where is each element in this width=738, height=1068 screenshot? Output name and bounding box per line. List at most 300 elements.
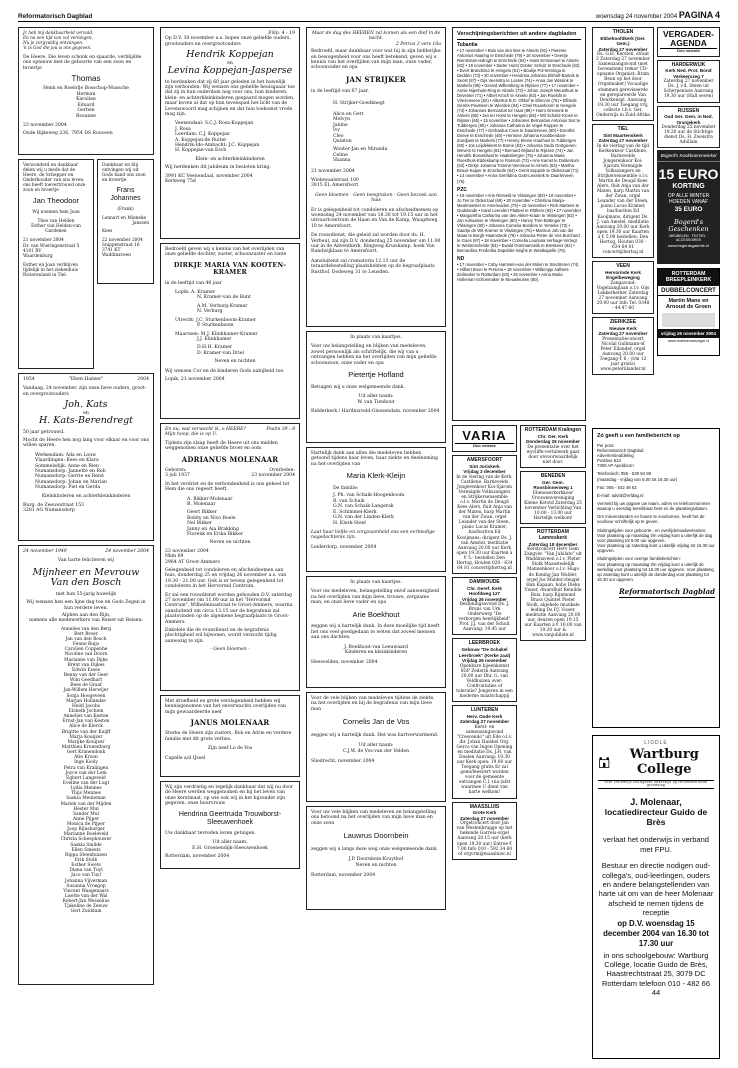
member-name: Brent van Dijkes <box>67 662 105 668</box>
event-place: ROTTERDAM Lamreskerk <box>537 529 569 541</box>
body: te herdenken dat zij 60 jaar geleden in het huwelijk zijn verbonden. Wij wensen ons geliefde heuisgaaar toe dat zij in hun ouderdom nog voor ons, hun kinderen, klein- en achterkleinkinderen gespaard mogen worden, maar boven al dat op hun levenspad het licht van de Levenswoord mag schijnen en dat hun toekomst vrede mag zijn. <box>165 79 295 117</box>
event-date: Vrijdag 3 december <box>463 469 506 475</box>
note: Enkelele die de rouwdienst en de begrafenis plechtigheid wil bijwonen, wordt verzocht tijdig aanwezig te zijn. <box>165 628 277 644</box>
ad-photo <box>662 313 715 327</box>
event-date: Zaterdag 27 november <box>598 46 648 52</box>
anniversary-kats: 1954 "Eben-Haëzer" 2004 Vandaag, 24 november, zijn onze lieve ouders, groot- en overgrootouders Joh. Kats en H. Kats-Berendregt 50 jaar getrouwd. Mocht de Heere hen nog lang voor elkaar en voor ons willen sparen. Werkendam: Ada en Louw Vlaardingen: Kees en Klara Sommelsdijk: Anne en Rien Numansdorp: Jannette en Rob Numansdorp: Gerrie en René Numansdorp: Johan en Marian Numansdorp: Piet en Gerda Kleinkinderen en achterkleinkinderen Burg. de Zeeuwstraat 153 3281 AG Numansdorp <box>18 373 154 541</box>
event-date: Zaterdag 18 december <box>528 541 578 547</box>
how-to-place-announcement <box>592 428 720 728</box>
member-name: Rees de Graaf <box>70 683 102 689</box>
column-5 <box>592 27 654 378</box>
event-venue: Kerk Ned. Prot. Bond Verkeerszeg 7 <box>665 68 712 79</box>
info-lines <box>597 443 715 583</box>
section-title: Verschijningsberichten uit andere dagbladen <box>457 31 581 40</box>
info-line: Postbus 613 <box>597 458 621 464</box>
thanks-boekhout <box>306 576 446 688</box>
event-place: THOLEN <box>612 29 634 35</box>
event-place: ROTTERDAM Kralingen <box>524 427 582 433</box>
intro: Tijdens zijn slaap heeft de Heere uit ons midden weggenomen onze geliefde broer en oom <box>165 440 278 452</box>
body: In het verdriet en de verbondenheid is ons geheel tot Hem die ons regeert heeft. <box>165 481 290 493</box>
name-2: Levina Koppejan-Jasperse <box>167 65 293 77</box>
baby-name: Thomas <box>71 74 101 84</box>
info-line: Sluitingstijden voor overige familieberichten: <box>597 556 681 562</box>
event-venue: Sint Joriskerk <box>469 463 500 469</box>
event-venue: Hervormde Kerk Engelbeweging <box>605 269 641 281</box>
family-list: Werkendam: Ada en Louw Vlaardingen: Kees en Klara Sommelsdijk: Anne en Rien Numansdorp: Jannette en Rob Numansdorp: Gerrie en René Numansdorp: Johan en Marian Numansdorp: Piet en Gerda <box>35 452 107 491</box>
member-name: Annelies van den Berg <box>60 626 112 632</box>
member-name: Heidi Jacobs <box>72 703 100 709</box>
member-name: Ernst-Jan van Kesten <box>62 719 110 725</box>
event-venue: Gebouw "De Schakel Leerbroek" (Kerke zaal) <box>458 647 511 658</box>
member-name: Carolien Coppenhe <box>64 647 108 653</box>
info-line: 7300 AP Apeldoorn <box>597 463 634 469</box>
church-event <box>657 60 720 103</box>
member-name: Petra van Kralingen <box>63 765 109 771</box>
thanks-trouwborst <box>160 781 300 869</box>
intro: Van harte feliciteren wij <box>57 558 115 564</box>
column-2 <box>160 27 300 873</box>
date: 21 november 2004 <box>311 168 355 174</box>
event-body: In de viering van de Kerk, Castilene, Barnevelds Jongerenkoor Koi-Sjarom Verenigde Volkszangers en Strijkersensemble o.l.v. Martin de Deugd Kees Alers, fluit Anja van der Maten, harp Martin van der Zwan, orgel Leander van der Steen, piano Lucas Kramer, bas/bariton Ed Kooijmans; dirigent Ds. J. van Amstel, meditatie Aanvang 20.00 uur Kerk open 19.30 uur Kaarten à € 5.- bestellen Den Hertog, Houten 020 - 634 64 81 concert@hertog.nl <box>456 474 513 571</box>
paragraph-1: verlaat het onderwijs in verband met FPU. <box>603 835 709 854</box>
church-event <box>452 638 517 702</box>
event-place: BENEDEN <box>540 472 566 479</box>
body: Voor de vele blijken van medeleven tijdens de ziekte, na het overlijden en bij de begrafenis van mijn lieve man <box>311 696 435 712</box>
from: Uit aller naam: E.H. Groenendijk-Sleeuwenhoek <box>192 840 268 851</box>
church-event <box>592 261 654 314</box>
body: Voor uw medeleven, belangstelling en/of aanwezigheid na het overlijden van mijn lieve, trouwe, zorgzame man, en onze lieve vader en opa <box>311 589 440 606</box>
member-name: Benny van der Geer <box>63 672 109 678</box>
note: Esther en Joan verblijven tijdelijk in het ziekenhuis Rivierenland in Tiel. <box>23 262 79 278</box>
member-name: Alice de Klerck <box>69 724 103 730</box>
person-title: locatiedirecteur Guido de Brès <box>604 806 708 827</box>
condolence-janus <box>160 695 300 777</box>
column-4 <box>452 27 586 863</box>
church-event <box>592 27 654 121</box>
spouse: H. Strijker-Goedknegt <box>333 100 385 106</box>
event-venue: Oud Ger. Gem. in Ned. Oranjekerk <box>664 114 713 125</box>
info-line: (maandag - vrijdag van 8.00 tot 16.30 uur) <box>597 476 678 482</box>
address: Snippenstraat 16 3741 KT Waddinxveen <box>102 242 140 259</box>
member-name: Esther Swets <box>71 863 101 869</box>
event-date: Donderdag 25 november <box>526 439 580 445</box>
event-venue: Sint Maartenskerk <box>603 132 643 138</box>
member-name: Marijke Kouijzer <box>67 739 105 745</box>
member-name: Sonja Hoogeveen <box>66 693 106 699</box>
event-body: Bezinningsavond Ds. J. Bruns van Urk Onderwerp "De verborgen heerlijkheid" Prof. J.J. van der Schuit Aanvang: 19.45 uur <box>458 602 511 633</box>
thanks: zeggen wij u langs deze weg onze welgemeende dank. <box>311 847 438 853</box>
event-body: Ds. G.H. Kersten, straat 2 Zaterdag 27 november Samenzangavond (met bovenstem) trekor CD-opname Organist: Bram Beun op het door Orgelmaker) Vocaalige stemmen gereviseerde en gerepareerde Van Deurkenspl. Aanvang 19.30 uur Toegang vrij, collecte t.b.v. Ger. Onderwijs in Zuid-Afrika <box>596 52 650 118</box>
anniversary-van-den-bosch <box>18 545 154 985</box>
info-line: Vermeld bij uw opgave uw naam, adres en telefoonnummer waarop u overdag bereikbaar bent en de plaatsingsdatum. <box>597 501 711 512</box>
signoff: Uw dankbaar tevreden leven getuigen. <box>165 830 256 836</box>
event-place: HARDERWIJK <box>671 61 706 68</box>
info-line: Telefonisch: 055 - 539 94 99 <box>597 471 651 477</box>
subtitle-pzc: PZC <box>457 186 467 193</box>
member-name: Sander Mul <box>72 811 100 817</box>
varia-header <box>452 425 517 452</box>
paragraph-4: in ons schoolgebouw: Wartburg College, locatie Guido de Brès, Haastrechtstraat 25, 3079 DC Rotterdam telefoon 010 - 482 66 44 <box>602 950 710 998</box>
event-body: Orgelconcert door Jan van Westenbrugge op het bekende Garrels-orgel Aanvang 20.15 uur (kerk open 19.30 uur) Entree € 7,00 Info 010 - 592 34 60 of orgvrm@maasluisc.nl <box>456 821 513 857</box>
info-line: Reformatorisch Dagblad <box>597 447 644 453</box>
address: Oude Rijksweg 236, 7954 DS Rouveen <box>23 131 113 137</box>
address: 3991 KC Veenendaal, november 2004 Kerkweg 75d <box>165 173 253 184</box>
signoff: Zijn neef Lo de Vos <box>207 746 253 752</box>
header-row: 24 november 1949 24 november 2004 <box>23 549 149 554</box>
intro: Bedroefd geven wij u kennis van het overlijden van onze geliefde dochter, zuster, schoonzuster en tante <box>165 247 287 258</box>
event-place: DAMWOUDE <box>469 578 500 585</box>
member-name: Christa Scheephouwer <box>60 837 112 843</box>
church-list-col5 <box>592 27 654 375</box>
event-body: Presentatieconcert Nicolaï Gullmann-of Peter Eilander, orgel Aanvang 20.00 uur Toegang € 6,- (t/m 12 jaar gratis) www.peteriilander.nl <box>599 336 647 373</box>
baby-name: Jan Theodoor <box>32 196 80 206</box>
newspaper-title: Reformatorisch Dagblad <box>18 13 93 21</box>
date-text: woensdag 24 november 2004 <box>595 13 678 21</box>
grandchildren: Klein- en achterkleinkinderen <box>195 156 265 162</box>
vergader-list <box>657 60 720 149</box>
age: in de leeftijd van 46 jaar <box>165 280 222 286</box>
event-date: Zaterdag 27 november <box>459 719 510 725</box>
death-notices-other-papers <box>452 27 586 421</box>
event-date: Zaterdag 27 november <box>598 138 648 144</box>
family-list: Henk en Roelofje Bosschop-Mussche Herman Karolien Eduard Gerben Rosanne <box>43 86 129 119</box>
member-name: Diana van Tuyl <box>69 868 103 874</box>
member-name: Rippa Steenhuizen <box>65 852 107 858</box>
event-place: LEERBROEK <box>468 640 501 647</box>
reception: Wij herdenken dit jubileum in besloten kring. <box>165 165 271 171</box>
place: Ridderkerk / Hardinxveld-Giessendam, november 2004 <box>311 409 440 415</box>
deceased-name: DIRKJE MARIA VAN KOOTEN-KRAMER <box>173 261 287 277</box>
event-place: LUNTEREN <box>470 706 499 713</box>
body: Voor uw belangstelling en blijken van medeleven, zowel persoonlijk als schriftelijk, die wij van u ontvangen hebben na het overlijden van mijn geliefde schoonzoon, onze vader en opa <box>311 344 437 366</box>
ad-bogerds[interactable]: Bogerd's Kookboerenwinkel 15 EURO KORTING OP ALLE WINTER HOEDEN VANAF 35 EURO Bogerd's Geschenken MEUBELEN · TEXTIEL · ACCESSOIRES www.bogerdsgaleriie.nl <box>657 150 720 264</box>
member-name: Egbert Langeveld <box>66 775 106 781</box>
church-event <box>452 802 517 860</box>
vergader-title: VERGADER-AGENDA <box>662 29 714 48</box>
event-date: Zaterdag 27 november <box>459 815 510 821</box>
member-name: Lydia Mennes <box>70 786 102 792</box>
ad-city: ROTTERDAM BREEPLEINKERK <box>658 269 719 286</box>
member-name: Robert-Jan Wesselius <box>62 899 110 905</box>
member-name: Edwin Esses <box>72 667 100 673</box>
member-name: Marianne van Dijke <box>64 657 108 663</box>
place: Rotterdam, november 2004 <box>311 873 376 879</box>
member-name: Jaco van Tuyl <box>71 873 101 879</box>
address: Burg. de Zeeuwstraat 153 3281 AG Numansdorp <box>23 502 84 514</box>
date: 23 november 2004 <box>23 122 67 128</box>
event-place: AMERSFOORT <box>466 457 503 464</box>
age: in de leeftijd van 67 jaar. <box>311 89 369 95</box>
intro-text: Verwonderd en dankbaar delen wij u mede dat de Heere, de Schepper en Onderhouder van ons leven, ons heeft toevertrouwd onze zoon en broertje <box>23 163 86 194</box>
thanks: Betuigen wij u onze welgemeende dank. <box>311 384 406 390</box>
address: Wielewaalstraat 100 3815 EL Amersfoort <box>311 177 359 189</box>
place: Rotterdam, november 2004 <box>165 853 230 859</box>
intro: Wij zijn verdrietig en tegelijk dankbaar dat wij nu door de Heere werden weggenomen en bij het leven van onze kerstmaat, op wie ook wij in het bijzonder zijn gegeven, onze buurvrouw <box>165 785 294 807</box>
event-body: Donderdag 25 november 19.30 uur de Stichtige dienst Ds. H. Zweistra Adullam <box>661 125 716 146</box>
family: Lennart en Mieneke Janssen Kees <box>102 215 149 234</box>
name: Van den Bosch <box>50 577 122 589</box>
person-name: J. Molenaar, <box>630 797 682 808</box>
thanks-de-vos <box>306 692 446 802</box>
member-name: Elsbeth Jochem <box>68 708 104 714</box>
address: 23 november 2004 Nkm 69 2964 AT Groot-Ammers <box>165 548 220 565</box>
info-line: Per post: <box>597 442 615 448</box>
intro-text: Dankbaar en blij ontvingen wij uit Gods hand ons zoon en broertje <box>102 163 146 184</box>
ad-url[interactable]: www.martinmansorgel.nl <box>667 338 710 343</box>
place: Leiderdorp, november 2004 <box>311 544 377 550</box>
vergader-sub: Deo volente <box>660 48 717 54</box>
info-line: Sluitingstijden voor geboorte-, en overlijdensadvertenties: <box>597 527 707 533</box>
body: Voor uw vele blijken van medeleven en belangstelling ons betoond na het overlijden van mijn lieve man en onze zoon <box>311 810 437 826</box>
wish: Mocht de Heere hen nog lang voor elkaar en voor ons willen sparen. <box>23 437 149 449</box>
name-2: H. Kats-Berendregt <box>38 415 134 427</box>
church-event <box>452 705 517 799</box>
from: J. Boekhout-van Leeuwaard Kinderen en kleinkinderen <box>344 644 408 656</box>
from: Uit aller naam: C.J.W. de Vos-van der Velden <box>342 743 410 754</box>
notices-tubantia: • 17 november • Buis van den Bos te Almelo (91) • Pieterse Antonius Haaring te Enschede (79) • 18 november • Geertje Rientsman-Iedrogh te Enschede (94) • Hans Emmanuel te Almelo (82) • 19 november • Dieter Horst Günter Schulz te Enschede (63) • Evert Brandsma te Hengelo (51) • Boukje Pol-Imminga te Dedden (73) • 20 november • Hendrina Johanna Elsholf-Bartels te Seost (87) • Gijs Veenstra te Losser (74) • Anna Jan Wissink te Markelo (95) • Gerard Willemberg te Rijssen (77) • 17 november • Annie Nijenhuis-Ring te Almelo (73) • Johan Jozeph Weusthuis te Deventer (71) • Albert Kroch te Almelo (83) • Jan Roelofs te Vriezenveen (82) • Albertus B.G. Olthof te Ellecom (75) • Elfriede Gerrits-Pousteen te Wierden (84) • Chiel Rouwhoorn te Hengelo (74) • Johannes Bernardus ter Haar (89) • Harm Greveink te Almelo (80) • Jan ter Horst te Hengelo (65) • Wil Schaltz-Kroes te Rijssen (65) • 15 november • Johannes Bernardus Antonius Sixt te Tubbergen (80) • Johanna Catharina de Vogel-Roppen te Enschede (77) • Gerhardus Coes te Daarlerveen (80) • Dorothé Doeve te Enschede (48) • Hermine Johanna Koobbendam-Zondjans te Markelo (77) • Henny Kleine Haarhuis te Tubbergen (60) • Jos Leijdekkers te Borne (63) • Johanna Oeda Oortgieven-Wevers te Hengelo (81) • Bernard Wijland te Rijssen (74) • Jan Hendrik Bosveldwal te Haaksbergen (75) • Johanna Maria Roesthuis-Eddeskamp te Rossum (72) • Arie Kamst te Doldersum (83) • Dirkje Johanna Tomme-Veenman te Almelo (64) • Martha Braun-Kaiper te Enschede (84) • Gerrit Seppink te Oldenzaal (71) • 14 november • Anna Gerritdina Gast-Leussink te Daarlerveen (75). <box>457 47 581 184</box>
member-name: Ellen Smeets <box>71 847 101 853</box>
event-body: Zaterdag 27 november Ds. J. v.d. Steen uit Scherpenisse Aanvang 19.30 uur (Hall oeven) <box>663 79 714 100</box>
member-name: Thijs Mennes <box>71 791 101 797</box>
intro: Bedroefd, maar dankbaar voor wat hij in zijn liefderijke en bewogenheid voor ons heeft betekend, geven wij u kennis van het overlijden van mijn man, onze vader, schoonvader en opa <box>311 49 441 71</box>
page-label: PAGINA <box>678 10 714 21</box>
member-name: Anne Pijper <box>72 816 100 822</box>
info-line: Voor plaatsing op maandag t/m vrijdag kunt u uiterlijk de dag voor plaatsing tot 9.00 uur opgeven. <box>597 532 713 543</box>
note: Laat haar liefde en zorgzaamheid ons een eerbiedige nagedachtenis zijn. <box>311 529 435 541</box>
event-body: Ebenezerkerkkoor Vrouwenvereniging Kleine Kerstd Zaterdag 25 november Verlichting Van 10.00 - 13.00 uur Hartelijk welkom! <box>524 490 582 521</box>
thanks: zeggen wij u hartelijk dank. In deze moeilijke tijd heeft het ons veel goedgedaan te weten dat zoveel mensen aan ons dachten. <box>311 624 440 641</box>
brand-logo: Reformatorisch Dagblad <box>618 587 715 597</box>
logo-top: LIDDLE <box>644 740 668 746</box>
deceased-name: Lauwrus Doornbein <box>343 831 409 841</box>
varia-left <box>452 425 517 863</box>
member-name: Susanna Vroegop <box>66 883 106 889</box>
condolence-info: Gelegenheid tot condoleren en afscheidnemen aan huis, donderdag 25 en vrijdag 26 november a.s. van 19.30 - 21.00 uur. Ook is er tevens gelegenheid tot condoleren in het Hervormd Centrum. <box>165 567 287 590</box>
obituary-strijker <box>306 27 446 327</box>
member-name: Bert Broer <box>74 631 98 637</box>
member-name: Nicoline van Doorn <box>64 652 108 658</box>
member-name: Tjakeline de Zeeuw <box>64 904 108 910</box>
event-place: VEEN <box>616 263 630 269</box>
members-list <box>23 627 149 915</box>
birth-announcement-frans <box>97 159 154 284</box>
dates: Geboren: 3 juli 1937 Overleden: 23 november 2004 <box>165 467 295 479</box>
verse: Maar de dag des HEEREN zal komen als een dief in de nacht. <box>311 31 441 42</box>
member-name: Marianne Roeleveld <box>63 832 109 838</box>
date: 22 november 2004 <box>102 237 143 243</box>
condolence-info: Er is gelegenheid tot condoleren en afscheidnemen op woensdag 24 november van 18.30 tot 19.15 uur in het uitvaartcentrum de Haan en Van de Kamp, Waagdweg 10 te Amersfoort. <box>311 207 439 229</box>
verse-row: En nu, wat verwacht ik, o HEERE? Mijn hoop, die is op U. Psalm 39 : 8 <box>165 427 295 438</box>
event-venue: Nieuwe Kerk <box>609 325 637 331</box>
wish: Wij wensen hen een lijne dag toe en Gods Zegen in hun verdere leven. <box>26 600 146 611</box>
member-name: Wim Goedhart <box>69 678 103 684</box>
paragraph-2: Bestuur en directie nodigen oud-collega's, oud-leerlingen, ouders en andere belangstellenden van harte uit om van de heer Molenaar afscheid te nemen tijdens de receptie <box>598 861 714 918</box>
member-name: Jan van den Bosch <box>65 637 107 642</box>
member-name: Joyce van der Lem <box>65 770 107 776</box>
event-place: ZIERIKZEE <box>609 319 637 326</box>
name-1: Hendrik Koppejan <box>186 49 274 61</box>
info-line: E-mail: advrd@refdag.nl <box>597 492 644 498</box>
column-1 <box>18 27 154 989</box>
church-event <box>657 106 720 149</box>
member-name: Erik Stolk <box>74 858 98 864</box>
page-number: 4 <box>714 10 720 21</box>
header: In plaats van kaartjes. <box>350 335 402 340</box>
place: Lopik, 21 november 2004 <box>165 376 225 382</box>
family-list: A. Bikker-Molenaar B. Molenaar Geert Bikker Bobby en Nico Boele Nel Bikker Janny en Aia Brakking Florenk en Erika Bikker <box>187 496 244 537</box>
ad-wartburg-college[interactable] <box>592 735 720 1059</box>
subtitle-nd: ND <box>457 255 465 262</box>
family-list: Lopik: A. Kramer N. Kramer-van de Bunt A.M. Verburg-Kramer N. Verburg Utrecht: J.C. Sturkenboom-Kramer P. Sturkenboom Maarssen: M.J. Klinkhamer-Kramer J.J. Klinkhamer D.H.H. Kramer D. Kramer-van Driel Neven en nichten <box>175 290 258 365</box>
member-name: Saskia Meuleman <box>66 796 106 802</box>
ad-top: Bogerd's Kookboerenwinkel <box>657 150 720 162</box>
page-date <box>596 10 720 21</box>
title: Mijnheer en Mevrouw <box>32 566 140 578</box>
ad-date: vrijdag 26 november 2004 <box>658 329 719 338</box>
grandchildren: Kleinkinderen en achterkleinkinderen <box>41 493 131 499</box>
deceased-name: JANUS MOLENAAR <box>190 718 270 728</box>
event-body: Zangavond: Vogelzanglaan o.l.v. Gijs Lekkerkerker Zaterdag 27 november Aanvang 20.00 uur Info Tel. 0348 - 44 47 60 <box>596 280 650 312</box>
event-venue: Chr. Ger. Kerk <box>537 433 569 439</box>
header-row: 1954 "Eben-Haëzer" 2004 <box>23 377 149 382</box>
member-name: Atie Kroon <box>74 755 98 761</box>
birth-announcement-jan-theodoor <box>18 159 94 369</box>
deceased-name: JAN STRIJKER <box>346 74 406 84</box>
member-name: Eveline van der Lugt <box>62 780 110 786</box>
member-name: Marja Kouijzer <box>69 734 103 740</box>
church-event <box>592 317 654 375</box>
anniversary-koppejan: Filip. 4 : 19 Op D.V. 30 november a.s. hopen onze geliefde ouders, grootouders en overgrootouders Hendrik Koppejan en Levina Koppejan-Jasperse te herdenken dat zij 60 jaar geleden in het huwelijk zijn verbonden. Wij wensen ons geliefde heuisgaaar toe dat zij in hun ouderdom nog voor ons, hun kinderen, klein- en achterkleinkinderen gespaard mogen worden, maar boven al dat op hun levenspad het licht van de Levenswoord mag schijnen en dat hun toekomst vrede mag zijn. Veenendaal: S.C.J. Rosa-Koppejan J. Rosa Leerdam: C.J. Koppejan A. Koppejan-de Ruiter Hendrik-Ido-Ambacht: J.C. Koppejan H. Koppejan-van Esch Klein- en achterkleinkinderen Wij herdenken dit jubileum in besloten kring. 3991 KC Veenendaal, november 2004 Kerkweg 75d <box>160 27 300 239</box>
event-venue: Ger. Gem. Roosbinnenweg 1 <box>533 479 573 491</box>
children: Alice en Gert Melvyn Janine Ivy Cleo Quinten Wouter-Jan en Miranda Celine Shanna <box>333 111 388 164</box>
ad-url[interactable]: www.bogerdsgaleriie.nl <box>667 243 710 249</box>
thanks-hofland <box>306 331 446 443</box>
place: Capelle a/d IJssel <box>165 755 206 761</box>
event-body: Openbare bijeenkomst SGP Zederik Aanvang 20.00 uur Dhr. G. van Veldhuizen over: Confrontaties of toleratie? Jongeren in een moderne maatschappij <box>456 663 513 699</box>
member-name: Saskia Smilde <box>70 842 102 848</box>
deceased-name: Arie Boekhout <box>352 609 400 619</box>
member-name: Fenne Buijs <box>72 642 100 648</box>
info-line: Fax: 055 - 542 48 62 <box>597 484 637 490</box>
birth-announcement-thomas <box>18 27 154 155</box>
note: Wij wensen Cor en de kinderen Gods nabijheid toe. <box>165 368 285 374</box>
church-event <box>592 124 654 258</box>
burial-info: Aansluitend zal crematoria 12.15 uur de teraardebestelling plaatshebben op de begraafplaats Rusthof, Dodeweg 31 te Leusden. <box>311 258 435 275</box>
member-name: Hester Mul <box>73 806 99 812</box>
header: In plaats van kaartjes. <box>350 580 402 585</box>
event-body: Kerstconcert Herv Gem Zangver. "Van Jubilate" uit Waddinxveen o.l.v. Pieter Stolk Maasstedelijk Mannenkoor o.l.v. Hugo de Koning Jan Mulder, orgel Jos Mulder,vleugel Han Kapaan, hobo Dieks Visser, dwarsfluit Reinilde Buis, harp Rijnmond Brass Quintet Pieter Stolk, algehele muzikale leiding Ds P.J. Visser, meditatie Aanvang 20.00 uur, deuren open 19.15 uur Kaarten à € 10.00 van 10-20 uur & www.vanjubilate.nl <box>524 547 582 639</box>
from: J.P. Doornbein-Kruythof Neven en nichten <box>348 857 404 868</box>
nickname: (Frank) <box>117 206 134 212</box>
event-place: TIEL <box>617 125 629 132</box>
info-line: Advertentieafdeling <box>597 452 634 458</box>
address: Dr. van Wieringenstraat 5 4101 RV Waardenburg <box>23 243 80 259</box>
no-flowers: Geen bloemen - Geen toespraken - Geen bezoek aan huis <box>315 192 437 204</box>
ad-discount: 15 EURO <box>658 166 719 183</box>
intro-text: De Heere, Die leven schonk en spaarde, verblijdde ons opnieuw met de geboorte van een zoon en broertje <box>23 54 142 71</box>
ad-rotterdam-concert[interactable]: ROTTERDAM BREEPLEINKERK DUBBELCONCERT Martin Mans en Arnoud de Groen vrijdag 26 november 2004 www.martinmansorgel.nl <box>657 268 720 356</box>
deceased-name: Pietertje Hofland <box>348 370 404 380</box>
event-date: Vrijdag 26 november <box>462 596 507 602</box>
member-name: Johanna Vijverman <box>64 878 108 884</box>
event-venue: Herv. Oude Kerk <box>466 713 503 719</box>
from: Uit aller naam: W. van Tienhout <box>357 394 395 405</box>
event-body: De presentatie over het wycliffe-vertalwerk gaat door onvoorwaardelijk niet door. <box>526 444 580 465</box>
church-list-right <box>520 425 586 863</box>
deceased-name: Maria Klerk-Kleijn <box>346 471 406 481</box>
date: 21 november 2004 <box>23 238 64 244</box>
page-header <box>18 8 720 22</box>
member-name: Joop Rijnsburger <box>67 827 105 833</box>
event-venue: Grote Kerk <box>472 810 497 816</box>
verse-ref: 2 Petrus 3 vers 10a <box>395 41 441 47</box>
member-name: Vincent Waagenaars <box>63 888 109 894</box>
subtitle-tubantia: Tubantia <box>457 41 478 48</box>
deceased-name: Hendrina Geertruida Trouwborst-Sleeuwenhoek <box>178 810 282 826</box>
column-vergader <box>657 27 720 151</box>
member-name: Brigitte van der Kuijff <box>61 729 111 735</box>
event-date: Vrijdag 26 november <box>462 658 507 664</box>
body: Sterke de Heere zijn zusters, Bob en Adrie en verdere familie met dit grote verlies. <box>165 731 292 742</box>
signoff: Alphen aan den Rijn, <box>61 612 111 618</box>
family-list: Veenendaal: S.C.J. Rosa-Koppejan J. Rosa Leerdam: C.J. Koppejan A. Koppejan-de Ruiter Hendrik-Ido-Ambacht: J.C. Koppejan H. Koppejan-van Esch <box>175 121 260 154</box>
intro: Met droefheid en grote verslagenheid hebben wij kennisgenomen van het onverwachts overlijden van mijn gewaardeerde neef <box>165 699 286 715</box>
family-header: De familie: <box>333 486 359 492</box>
funeral-info: Er zal een rouwdienst worden gehouden D.V. zaterdag 27 november om 11.00 uur in het "Hervormd Centrum", Wilhelminastraat te Groot-Ammers, waarna aansluitend om circa 13.15 uur de begrafenis zal plaatsvinden op de algemene begraafplaats te Groot-Ammers. <box>165 592 293 625</box>
service-info: De rouwdienst, die geleid zal worden door ds. H. Verheul, zal zijn D.V. donderdag 25 november om 11.00 uur in de Adventkerk, Ringweg Kruiskamp, hoek Van Randwijklaan te Amersfoort. <box>311 233 441 255</box>
receptie-date: op D.V. woensdag 15 december 2004 van 16.30 tot 17.30 uur <box>603 919 709 948</box>
obituary-molenaar: En nu, wat verwacht ik, o HEERE? Mijn hoop, die is op U. Psalm 39 : 8 Tijdens zijn slaap heeft de Heere uit ons midden weggenomen onze geliefde broer en oom ADRIANUS MOLENAAR Geboren: 3 juli 1937 Overleden: 23 november 2004 In het verdriet en de verbondenheid is ons geheel tot Hem die ons regeert heeft. A. Bikker-Molenaar B. Molenaar Geert Bikker Bobby en Nico Boele Nel Bikker Janny en Aia Brakking Florenk en Erika Bikker Neven en nichten 23 november 2004 Nkm 69 2964 AT Groot-Ammers Gelegenheid tot condoleren en afscheidnemen aan huis, donderdag 25 en vrijdag 26 november a.s. van 19.30 - 21.00 uur. Ook is er tevens gelegenheid tot condoleren in het Hervormd Centrum. Er zal een rouwdienst worden gehouden D.V. zaterdag 27 november om 11.00 uur in het "Hervormd Centrum", Wilhelminastraat te Groot-Ammers, waarna aansluitend om circa 13.15 uur de begrafenis zal plaatsvinden op de algemene begraafplaats te Groot-Ammers. Enkelele die de rouwdienst en de begrafenis plechtigheid wil bijwonen, wordt verzocht tijdig aanwezig te zijn. - Geen bloemen - <box>160 423 300 691</box>
member-name: Lisette van der Wal <box>64 894 108 900</box>
castle-icon <box>598 754 610 770</box>
parents: Theo van Helden Esther van Helden-van Gardenen <box>31 219 81 235</box>
notices-nd: • 17 november • Coby Harmsen-van der Molen te Stechteren (74) • Hilbert Boon te Pretoria • 18 november • Willempje Aalbers-Zeilmaker te Rotterdam (83) • 25 november • Anna Maria Holleman-Schoemaker te Nieuwleusen (80). <box>457 261 579 283</box>
occasion: met hun 55-jarig huwelijk <box>55 591 117 597</box>
member-name: Matthieu Kronenburg <box>61 744 111 750</box>
baby-name: Frans Johannes <box>110 187 141 202</box>
member-name: Gert Kranendonk <box>66 750 106 756</box>
event-venue: Ebbehoofdkerk (Ger. Gem.) <box>600 35 646 47</box>
intro-text: Vandaag, 24 november, zijn onze lieve ouders, groot- en overgrootouders <box>23 386 147 397</box>
obituary-kramer <box>160 243 300 419</box>
member-name: Monica de Pijper <box>67 822 105 828</box>
church-event <box>520 527 586 641</box>
event-body: In de viering van de tijd Kerkenkoor Castilene, Barnevelds Jongerenkoor Koi-Sjarom Verenigde Volkszangers en Strijkersensemble o.l.v. Martin de Deugd Kees Alers, fluit Anja van der Maten, harp Martin van der Zwan, orgel Leander van der Steen, piano Lucas Kramer, bas/bariton Ed Kooijmans, dirigent Ds. J. van Amstel, meditatie Aanvang 20.00 uur Kerk open 19.30 uur Kaarten à € 5.00 bestellen: Den Hertog, Houten 030 - 634 64 81 concert@hertog.nl <box>596 143 650 255</box>
church-event <box>452 577 517 635</box>
logo: Wartburg College <box>598 747 714 778</box>
verse-ref: Filip. 4 : 19 <box>268 31 295 36</box>
place: Sliedrecht, november 2004 <box>311 759 375 765</box>
event-body: Kerst- en samenzangavond "Crescendo" uit Ede o.l.v. dir. Johan Huisbel Org. Gerco van Ingen Opening en meditatie Ds. J.H. van Daalen Aanvang: 19.30 uur Kerk open: 19.00 uur Toegang gratis Er zal geen/feest/ert worden voor de gemeente ontvangen C.I.-(na-)afst waarmee U dient van harte welkom! <box>456 724 513 796</box>
occasion: 50 jaar getrouwd. <box>23 429 65 435</box>
varia-section <box>452 425 586 863</box>
member-name: Marjan Hollandse <box>66 698 106 704</box>
deceased-name: Cornelis Jan de Vos <box>342 717 410 727</box>
church-event <box>520 425 586 468</box>
intro: Op D.V. 30 november a.s. hopen onze geliefde ouders, grootouders en overgrootouders <box>165 36 291 47</box>
deceased-name: ADRIANUS MOLENAAR <box>181 454 279 464</box>
vergader-header <box>657 27 720 57</box>
verse: Jc heb mij dankbaarheid vervuld, En na een tijd van vol verlangen, Nu je zorgvuldig ontvangen. 'k Is God die jou is ons gegeven. <box>23 30 94 50</box>
event-venue: Chr. Geref. Kerk Hoofdweg 127 <box>467 585 502 597</box>
thanks: zeggen wij u hartelijk dank. Het was hartverwarmend. <box>311 733 439 739</box>
event-date: Zaterdag 27 november <box>598 331 648 337</box>
event-place: MAASSLUIS <box>469 803 500 810</box>
info-line: Voor plaatsing op maandag t/m vrijdag kunt u uiterlijk de werkdag voor plaatsing tot 16.30 uur opgeven. Voor plaatsing op zaterdag kunt u uiterlijk de donderdag voor plaatsing tot 16.30 uur opgeven. <box>597 561 714 583</box>
event-place: RIJSSEN <box>677 107 700 114</box>
varia-sub: Deo volente <box>455 443 514 449</box>
intro: Hartelijk dank aan allen die medeleven hebben getoond tijdens haar leven, haar ziekte en deelneming na het overlijden van <box>311 451 438 467</box>
